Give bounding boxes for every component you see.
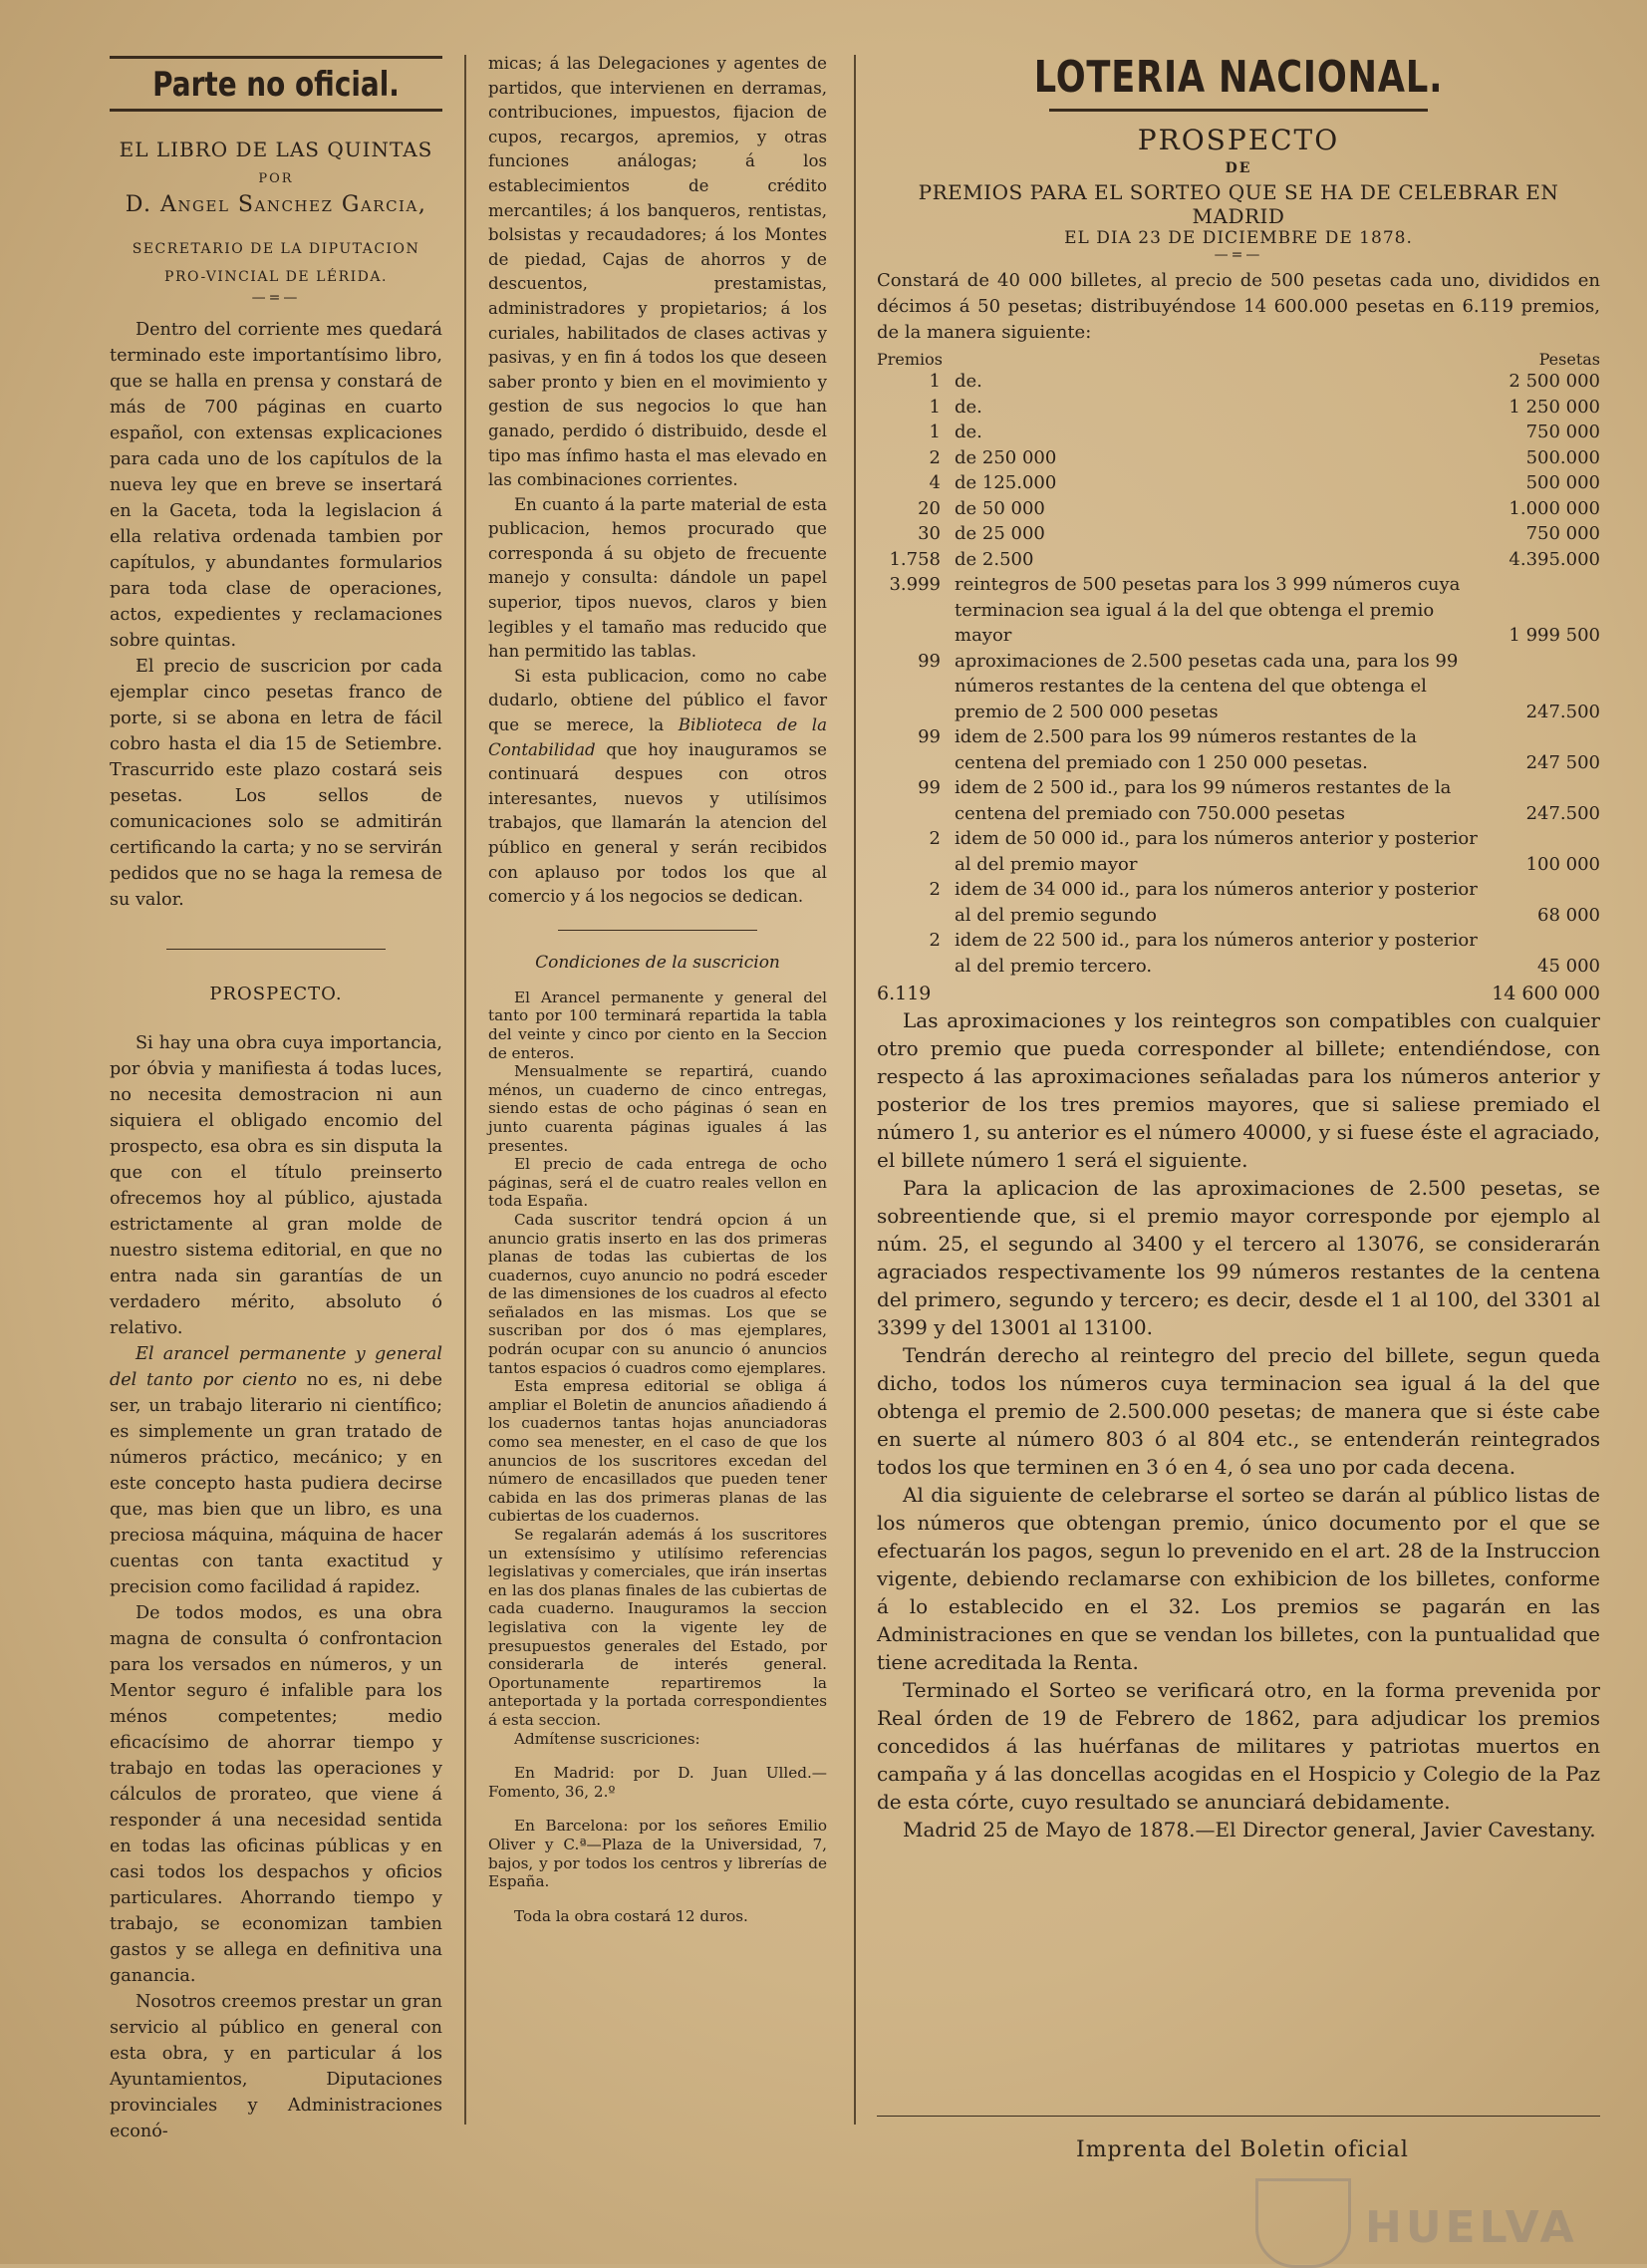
prize-description: idem de 50 000 id., para los números anterior y posterior al del premio mayor — [955, 828, 1478, 875]
paragraph: Terminado el Sorteo se verificará otro, en la forma prevenida por Real órden de 19 de Febrero de 1862, para adjudicar los premios concedidos á las huérfanas de militares y patriotas muertos en campaña y á las doncellas acogidas en el Hospicio y Colegio de la Paz de esta córte, cuyo resultado se anunciará debidamente. — [877, 1678, 1600, 1814]
prize-count: 99 — [918, 777, 941, 798]
premios-heading: PREMIOS PARA EL SORTEO QUE SE HA DE CELEBRAR EN MADRID — [918, 180, 1559, 228]
paragraph: Admítense suscriciones: — [514, 1729, 700, 1748]
author-position: SECRETARIO DE LA DIPUTACION PRO-VINCIAL DE LÉRIDA. — [132, 241, 420, 285]
paragraph — [488, 665, 827, 910]
prize-row — [877, 420, 1600, 445]
prize-row — [877, 395, 1600, 421]
conditions-heading: Condiciones de la suscricion — [535, 952, 780, 973]
prize-description: de 50 000 — [955, 497, 1045, 519]
archive-watermark — [1245, 2172, 1584, 2262]
prize-amount: 750 000 — [1525, 422, 1600, 442]
paragraph: En Madrid: por D. Juan Ulled.—Fomento, 36, 2.º — [488, 1764, 827, 1801]
prize-amount: 2 500 000 — [1509, 371, 1600, 392]
paragraph: El precio de cada entrega de ocho páginas, será el de cuatro reales vellon en toda España. — [488, 1155, 827, 1211]
prize-description: de 250 000 — [955, 446, 1057, 468]
prize-count: 30 — [918, 523, 941, 544]
prize-count: 1.758 — [889, 548, 941, 570]
paragraph: Las aproximaciones y los reintegros son compatibles con cualquier otro premio que pueda corresponder al billete; entendiéndose, con respecto á las aproximaciones señaladas para los números anterior y posterior de los tres premios mayores, que si saliese premiado el número 1, su anterior es el número 40000, y si fuese éste el agraciado, el billete número 1 será el siguiente. — [877, 1008, 1600, 1172]
prize-description: idem de 22 500 id., para los números anterior y posterior al del premio tercero. — [955, 930, 1478, 977]
paragraph: Cada suscritor tendrá opcion á un anuncio gratis inserto en las dos primeras planas de todas las cubiertas de los cuadernos, cuyo anuncio no podrá esceder de las dimensiones de los cuadros al efecto señalados en las mismas. Los que se suscriban por dos ó mas ejemplares, podrán ocupar con su anuncio ó anuncios tantos espacios ó cuadros como ejemplares. — [488, 1210, 827, 1377]
section-heading: Parte no oficial. — [152, 65, 400, 105]
prize-amount: 500 000 — [1525, 472, 1600, 493]
prize-row — [877, 521, 1600, 547]
prize-description: aproximaciones de 2.500 pesetas cada una, para los 99 números restantes de la centena del que obtenga el premio de 2 500 000 pesetas — [955, 650, 1459, 722]
paragraph: Mensualmente se repartirá, cuando ménos, un cuaderno de cinco entregas, siendo estas de ocho páginas ó sean en junto cuarenta páginas iguales á las presentes. — [488, 1062, 827, 1155]
article-title: EL LIBRO DE LAS QUINTAS — [119, 138, 433, 161]
paragraph: Toda la obra costará 12 duros. — [514, 1906, 748, 1925]
paragraph — [110, 1341, 442, 1600]
column-rule — [464, 55, 466, 2125]
heading-rule — [1049, 109, 1428, 112]
prize-amount: 100 000 — [1525, 853, 1600, 875]
paragraph: De todos modos, es una obra magna de consulta ó confrontacion para los versados en números, y un Mentor seguro é infalible para los ménos competentes; medio eficacísimo de ahorrar tiempo y trabajo en todas las operaciones y cálculos de prorateo, que viene á responder á una necesidad sentida en todas las oficinas públicas y en casi todos los despachos y oficios particulares. Ahorrando tiempo y trabajo, se economizan tambien gastos y se allega en definitiva una ganancia. — [110, 1603, 442, 1986]
prize-count: 2 — [929, 446, 941, 468]
author-name: D. Angel Sanchez Garcia, — [125, 192, 427, 217]
intro-paragraph: Constará de 40 000 billetes, al precio de 500 pesetas cada uno, divididos en décimos á 50 pesetas; distribuyéndose 14 600.000 pesetas en 6.119 premios, de la manera siguiente: — [877, 270, 1600, 343]
prize-count: 99 — [918, 650, 941, 672]
prize-amount: 247.500 — [1525, 802, 1600, 824]
prize-row — [877, 877, 1600, 928]
prize-row — [877, 724, 1600, 775]
separator: —=— — [1214, 247, 1263, 263]
total-pesetas: 14 600 000 — [1492, 983, 1600, 1004]
prize-row — [877, 470, 1600, 496]
prize-description: idem de 2.500 para los 99 números restantes de la centena del premiado con 1 250 000 pesetas. — [955, 726, 1417, 773]
paragraph: micas; á las Delegaciones y agentes de partidos, que intervienen en derramas, contribuciones, impuestos, fijacion de cupos, recargos, apremios, y otras funciones análogas; á los establecimientos de crédito mercantiles; á los banqueros, rentistas, bolsistas y recaudadores; á los Montes de piedad, Cajas de ahorros y de descuentos, prestamistas, administradores y propietarios; á los curiales, habilitados de clases activas y pasivas, y en fin á todos los que deseen saber pronto y bien en el movimiento y gestion de sus negocios lo que han ganado, perdido ó distribuido, desde el tipo mas ínfimo hasta el mas elevado en las combinaciones corrientes. — [488, 54, 827, 490]
paragraph: Para la aplicacion de las aproximaciones de 2.500 pesetas, se sobreentiende que, si el premio mayor corresponde por ejemplo al núm. 25, el segundo al 3400 y el tercero al 13076, se considerarán agraciados respectivamente los 99 números restantes de la centena del primero, segundo y tercero; es decir, desde el 1 al 100, del 3301 al 3399 y del 13001 al 13100. — [877, 1176, 1600, 1339]
total-row — [877, 983, 1600, 1004]
paragraph: Si hay una obra cuya importancia, por óbvia y manifiesta á todas luces, no necesita demostracion ni aun siquiera el obligado encomio del prospecto, esa obra es sin disputa la que con el título preinserto ofrecemos hoy al público, ajustada estrictamente al gran molde de nuestro sistema editorial, en que no entra nada sin garantías de un verdadero mérito, absoluto ó relativo. — [110, 1033, 442, 1338]
prize-amount: 68 000 — [1537, 904, 1600, 926]
prize-row — [877, 649, 1600, 725]
paragraph: Al dia siguiente de celebrarse el sorteo se darán al público listas de los números que obtengan premio, único documento por el que se efectuarán los pagos, segun lo prevenido en el art. 28 de la Instruccion vigente, debiendo reclamarse con exhibicion de los billetes, conforme á lo establecido en el 32. Los premios se pagarán en las Administraciones en que se vendan los billetes, con la puntualidad que tiene acreditada la Renta. — [877, 1483, 1600, 1674]
separator: —=— — [251, 290, 301, 306]
prospecto-heading: PROSPECTO. — [209, 984, 343, 1004]
prize-amount: 247.500 — [1525, 701, 1600, 722]
prize-row — [877, 572, 1600, 649]
prize-amount: 750 000 — [1525, 523, 1600, 544]
date-heading: EL DIA 23 DE DICIEMBRE DE 1878. — [1064, 228, 1413, 248]
printer-credit: Imprenta del Boletin oficial — [1076, 2137, 1409, 2162]
paragraph: Se regalarán además á los suscritores un extensísimo y utilísimo referencias legislativas y comerciales, que irán insertas en las dos planas finales de las cubiertas de cada cuaderno. Inauguramos la seccion legislativa con la vigente ley de presupuestos generales del Estado, por considerarla de interés general. Oportunamente repartiremos la anteportada y la portada correspondientes á esta seccion. — [488, 1526, 827, 1729]
divider — [166, 949, 386, 950]
prize-row — [877, 775, 1600, 826]
prize-row — [877, 369, 1600, 395]
prize-count: 2 — [929, 879, 941, 900]
heading-rule — [110, 109, 442, 112]
prize-table — [877, 369, 1600, 979]
prize-amount: 1.000 000 — [1509, 497, 1600, 519]
watermark-text: HUELVA — [1365, 2202, 1578, 2253]
italic-title: El arancel permanente y general del tanto por ciento — [110, 1344, 442, 1390]
prize-amount: 45 000 — [1537, 955, 1600, 977]
heading-rule — [110, 56, 442, 59]
prize-row — [877, 547, 1600, 573]
shield-icon — [1255, 2178, 1351, 2268]
paragraph: Tendrán derecho al reintegro del precio del billete, segun queda dicho, todos los números cuya terminacion sea igual á la del que obtenga el premio de 2.500.000 pesetas; de manera que si éste cabe en suerte al número 803 ó al 804 etc., se entenderán reintegrados todos los que terminen en 3 ó en 4, ó sea uno por cada decena. — [877, 1343, 1600, 1479]
prize-amount: 500.000 — [1525, 446, 1600, 468]
prospecto-heading: PROSPECTO — [1137, 124, 1340, 156]
prize-count: 1 — [929, 396, 941, 418]
paragraph: Dentro del corriente mes quedará terminado este importantísimo libro, que se halla en prensa y constará de más de 700 páginas en cuarto español, con extensas explicaciones para cada uno de los capítulos de la nueva ley que en breve se insertará en la Gaceta, toda la legislacion á ella relativa ordenada tambien por capítulos, y abundantes formularios para toda clase de operaciones, actos, expedientes y reclamaciones sobre quintas. — [110, 320, 442, 651]
prize-row — [877, 445, 1600, 471]
paragraph-text: Si esta publicacion, como no cabe dudarlo, obtiene del público el favor que se merece, la — [488, 666, 827, 735]
prize-count: 1 — [929, 422, 941, 442]
prize-description: de. — [955, 371, 982, 392]
prize-row — [877, 826, 1600, 877]
column-2 — [488, 52, 827, 1925]
paragraph: En cuanto á la parte material de esta publicacion, hemos procurado que corresponda á su objeto de frecuente manejo y consulta: dándole un papel superior, tipos nuevos, claros y bien legibles y el tamaño mas reducido que han permitido las tablas. — [488, 494, 827, 662]
prize-count: 2 — [929, 828, 941, 849]
prize-description: de 2.500 — [955, 548, 1034, 570]
prize-description: reintegros de 500 pesetas para los 3 999 números cuya terminacion sea igual á la del que obtenga el premio mayor — [955, 574, 1461, 646]
paragraph-text: que hoy inauguramos se continuará despues con otros interesantes, nuevos y utilísimos trabajos, que llamarán la atencion del público en general y serán recibidos con aplauso por todos los que al comercio y á los negocios se dedican. — [488, 739, 827, 907]
prize-amount: 247 500 — [1525, 751, 1600, 773]
premios-col-header: Premios — [877, 350, 944, 369]
prize-row — [877, 928, 1600, 979]
paragraph: Madrid 25 de Mayo de 1878.—El Director general, Javier Cavestany. — [903, 1818, 1596, 1842]
prize-amount: 4.395.000 — [1509, 548, 1600, 570]
bottom-rule — [877, 2116, 1600, 2117]
paragraph: Nosotros creemos prestar un gran servicio al público en general con esta obra, y en particular á los Ayuntamientos, Diputaciones provinciales y Administraciones econó- — [110, 1992, 442, 2141]
pesetas-col-header: Pesetas — [1538, 350, 1600, 369]
prize-amount: 1 250 000 — [1509, 396, 1600, 418]
prize-count: 4 — [929, 472, 941, 493]
lottery-title: LOTERIA NACIONAL. — [1033, 52, 1444, 103]
prize-count: 1 — [929, 371, 941, 392]
paragraph: El Arancel permanente y general del tanto por 100 terminará repartida la tabla del veinte y cinco por ciento en la Seccion de enteros. — [488, 988, 827, 1062]
prize-row — [877, 496, 1600, 522]
italic-title: Biblioteca de la Contabilidad — [488, 715, 828, 759]
column-1 — [110, 52, 442, 2144]
prize-description: de 25 000 — [955, 523, 1045, 544]
prize-description: idem de 34 000 id., para los números anterior y posterior al del premio segundo — [955, 879, 1478, 926]
total-premios: 6.119 — [877, 983, 932, 1004]
prize-description: de. — [955, 396, 982, 418]
prize-description: idem de 2 500 id., para los 99 números restantes de la centena del premiado con 750.000 pesetas — [955, 777, 1452, 824]
prize-count: 20 — [918, 497, 941, 519]
column-rule — [854, 55, 856, 2125]
prize-amount: 1 999 500 — [1509, 625, 1600, 646]
prize-count: 2 — [929, 930, 941, 951]
column-3 — [877, 52, 1600, 1843]
prize-count: 3.999 — [889, 574, 941, 595]
divider — [558, 930, 757, 931]
prize-count: 99 — [918, 726, 941, 747]
byline-por: POR — [258, 171, 294, 186]
prize-description: de. — [955, 422, 982, 442]
paragraph: En Barcelona: por los señores Emilio Oliver y C.ª—Plaza de la Universidad, 7, bajos, y por todos los centros y librerías de España. — [488, 1817, 827, 1891]
paragraph: Esta empresa editorial se obliga á ampliar el Boletin de anuncios añadiendo á los cuadernos tantas hojas anunciadoras como sea menester, en el caso de que los anuncios de los suscritores excedan del número de encasillados que pueden tener cabida en las dos primeras planas de las cubiertas de los cuadernos. — [488, 1377, 827, 1526]
paragraph: El precio de suscricion por cada ejemplar cinco pesetas franco de porte, si se abona en letra de fácil cobro hasta el dia 15 de Setiembre. Trascurrido este plazo costará seis pesetas. Los sellos de comunicaciones solo se admitirán certificando la carta; y no se servirán pedidos que no se haga la remesa de su valor. — [110, 657, 442, 910]
de-label: DE — [1225, 160, 1252, 176]
prize-description: de 125.000 — [955, 472, 1057, 493]
paragraph-text: no es, ni debe ser, un trabajo literario ni científico; es simplemente un gran tratado de números práctico, mecánico; y en este concepto hasta pudiera decirse que, mas bien que un libro, es una preciosa máquina, máquina de hacer cuentas con tanta exactitud y precision como facilidad á rapidez. — [110, 1370, 443, 1597]
table-header — [877, 350, 1600, 369]
